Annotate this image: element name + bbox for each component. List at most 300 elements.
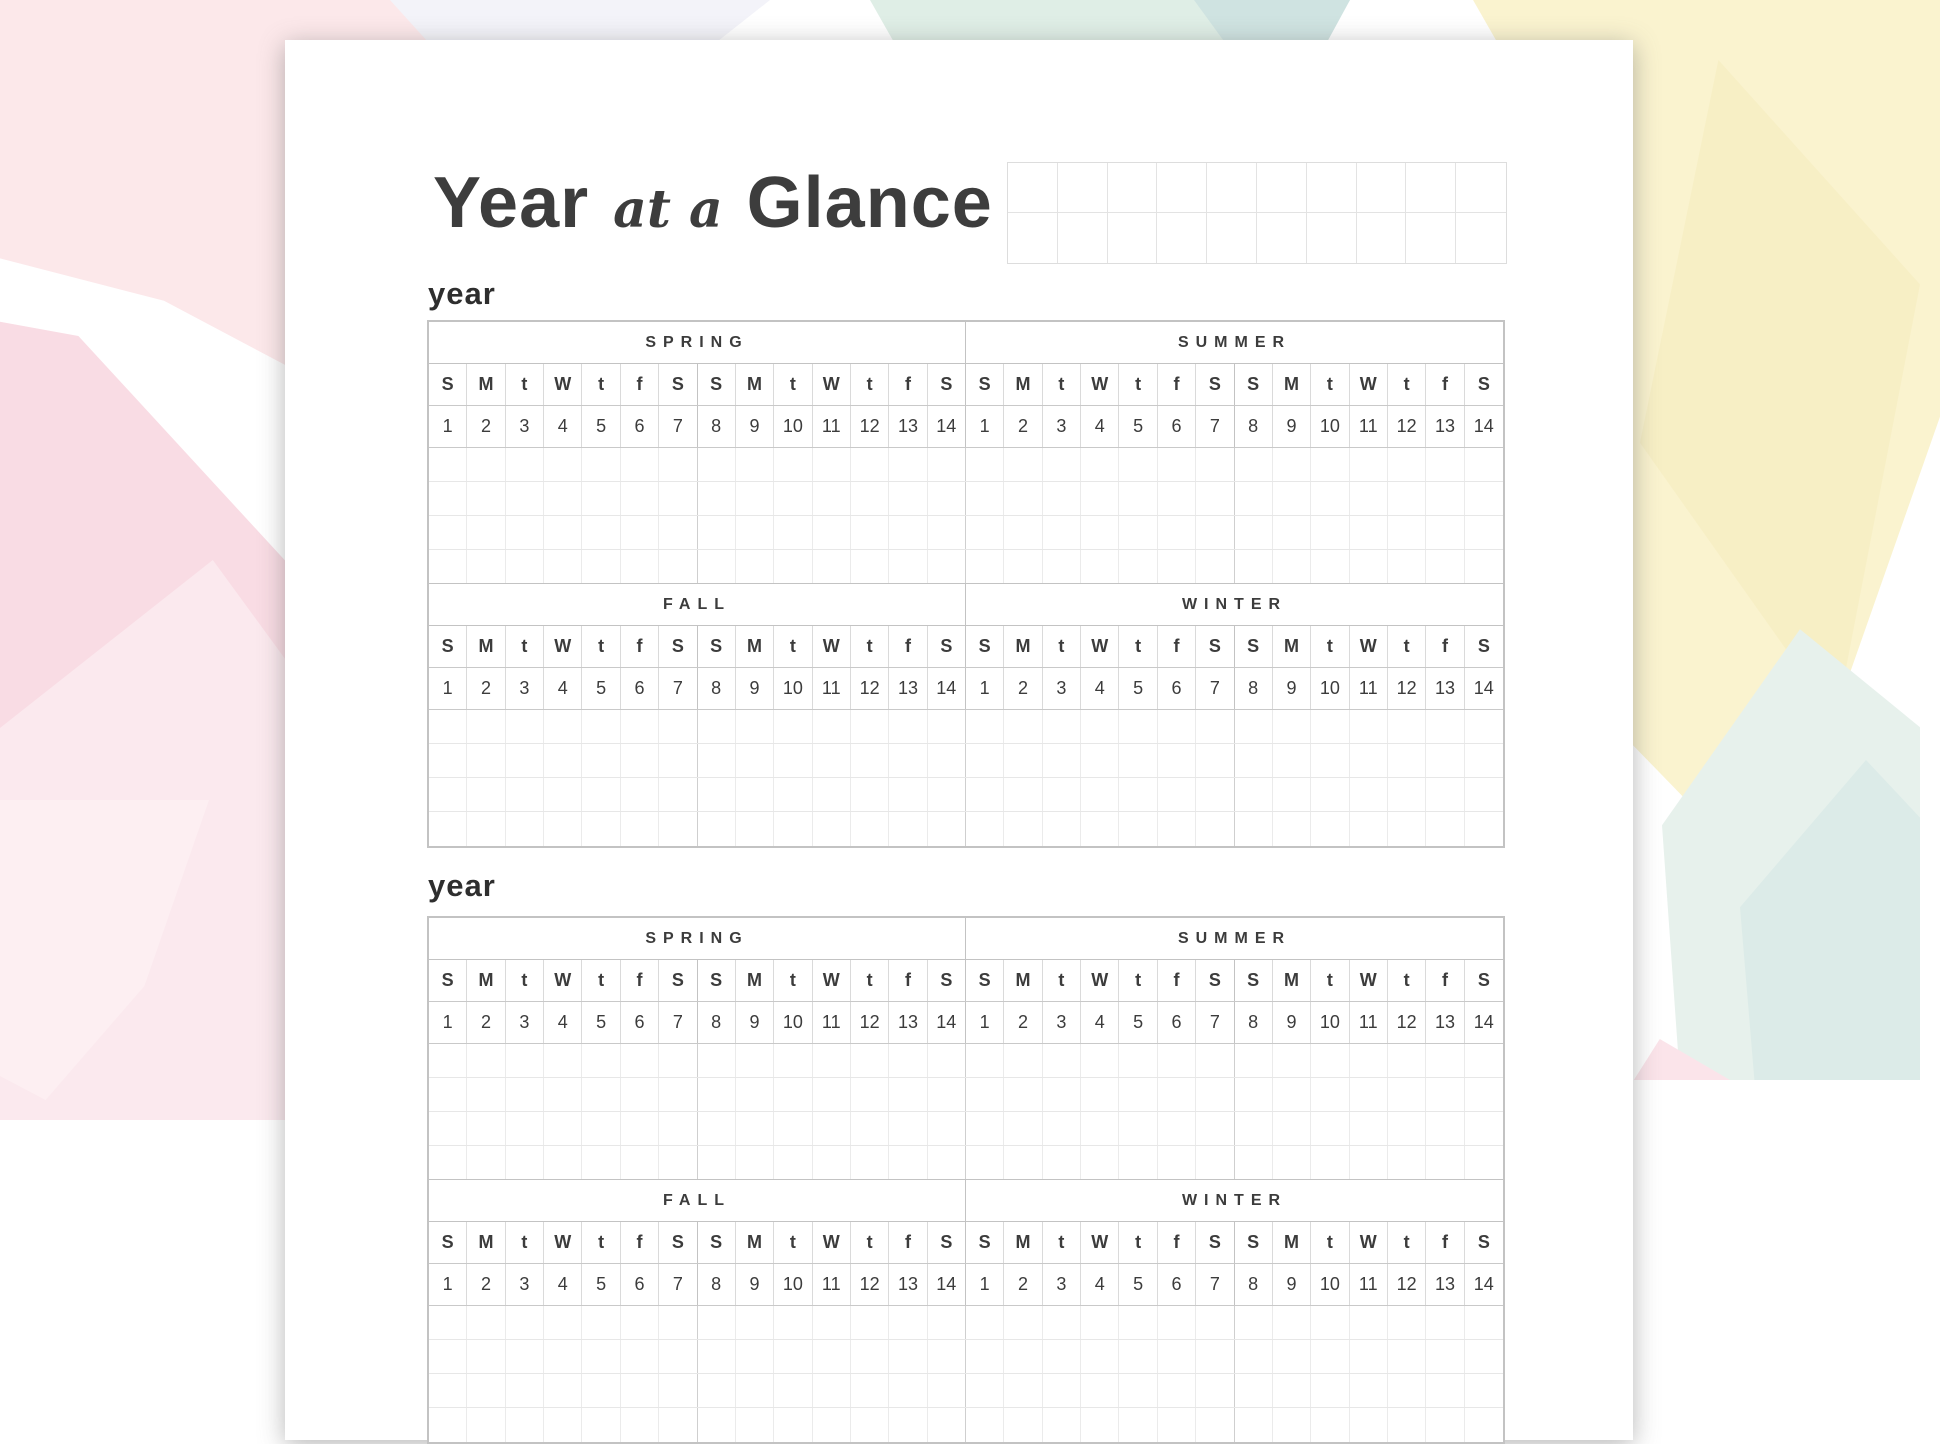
blank-square: [1157, 213, 1207, 263]
day-number-cell: 11: [813, 1264, 851, 1305]
empty-cell: [429, 1112, 467, 1145]
empty-cell: [1426, 1146, 1464, 1179]
empty-cell: [928, 812, 966, 846]
empty-cell: [889, 1112, 927, 1145]
day-letter-cell: t: [1388, 960, 1426, 1001]
empty-cell: [889, 710, 927, 743]
day-number-cell: 14: [928, 668, 966, 709]
empty-cell: [1043, 1408, 1081, 1442]
empty-cell: [1465, 744, 1503, 777]
empty-cell: [1388, 1078, 1426, 1111]
day-letter-cell: t: [851, 1222, 889, 1263]
day-letter-cell: W: [813, 364, 851, 405]
day-letter-cell: t: [774, 1222, 812, 1263]
empty-cell: [1158, 778, 1196, 811]
day-letter-cell: f: [889, 364, 927, 405]
day-number-cell: 11: [1350, 1002, 1388, 1043]
day-letter-cell: W: [1350, 364, 1388, 405]
empty-cell: [1273, 482, 1311, 515]
empty-tracking-row: [429, 1112, 1503, 1146]
season-header-summer: SUMMER: [1177, 333, 1292, 351]
day-letter-cell: W: [544, 626, 582, 667]
empty-cell: [1081, 1044, 1119, 1077]
empty-cell: [1081, 448, 1119, 481]
day-letter-cell: f: [889, 960, 927, 1001]
empty-cell: [659, 1408, 697, 1442]
day-letter-cell: S: [1196, 1222, 1234, 1263]
day-number-cell: 8: [698, 668, 736, 709]
day-letter-cell: t: [1311, 364, 1349, 405]
empty-cell: [621, 1374, 659, 1407]
empty-cell: [544, 1078, 582, 1111]
day-number-cell: 5: [1119, 1002, 1157, 1043]
day-number-cell: 4: [544, 668, 582, 709]
empty-cell: [467, 1044, 505, 1077]
empty-cell: [1465, 1078, 1503, 1111]
day-number-cell: 11: [813, 668, 851, 709]
empty-cell: [1196, 550, 1234, 583]
empty-cell: [813, 516, 851, 549]
empty-cell: [429, 1374, 467, 1407]
day-letter-cell: t: [851, 364, 889, 405]
day-letter-cell: t: [582, 960, 620, 1001]
day-letter-cell: f: [1426, 364, 1464, 405]
day-number-cell: 13: [1426, 668, 1464, 709]
day-number-cell: 4: [544, 1002, 582, 1043]
empty-cell: [1426, 1408, 1464, 1442]
blank-square: [1406, 213, 1456, 263]
empty-cell: [1311, 1078, 1349, 1111]
empty-cell: [467, 744, 505, 777]
empty-cell: [621, 812, 659, 846]
empty-cell: [621, 1146, 659, 1179]
day-number-cell: 3: [1043, 1264, 1081, 1305]
empty-cell: [1235, 1340, 1273, 1373]
day-number-cell: 13: [889, 1264, 927, 1305]
empty-cell: [582, 448, 620, 481]
empty-cell: [582, 1340, 620, 1373]
day-letter-cell: f: [1158, 364, 1196, 405]
day-number-cell: 10: [774, 1264, 812, 1305]
empty-cell: [813, 1306, 851, 1339]
empty-cell: [1311, 1112, 1349, 1145]
empty-cell: [851, 1340, 889, 1373]
day-letter-cell: f: [621, 960, 659, 1001]
empty-cell: [1465, 1146, 1503, 1179]
empty-tracking-row: [429, 482, 1503, 516]
empty-cell: [1273, 1078, 1311, 1111]
empty-cell: [582, 778, 620, 811]
empty-cell: [544, 1044, 582, 1077]
empty-cell: [966, 482, 1004, 515]
empty-cell: [736, 482, 774, 515]
day-letter-cell: f: [1426, 626, 1464, 667]
day-number-cell: 7: [659, 1002, 697, 1043]
day-letter-cell: S: [966, 364, 1004, 405]
empty-cell: [1004, 744, 1042, 777]
season-header-row: [429, 918, 1503, 960]
empty-cell: [1196, 482, 1234, 515]
day-letter-cell: t: [1119, 960, 1157, 1001]
day-letter-cell: W: [544, 1222, 582, 1263]
empty-cell: [1043, 1146, 1081, 1179]
day-number-cell: 8: [1235, 668, 1273, 709]
empty-cell: [1158, 1408, 1196, 1442]
empty-cell: [1158, 812, 1196, 846]
empty-cell: [1388, 1306, 1426, 1339]
blank-square: [1456, 213, 1506, 263]
empty-cell: [698, 1146, 736, 1179]
empty-cell: [1235, 710, 1273, 743]
empty-cell: [928, 1112, 966, 1145]
empty-cell: [544, 1408, 582, 1442]
year-label-2: year: [428, 868, 496, 903]
empty-cell: [1273, 516, 1311, 549]
empty-cell: [889, 1374, 927, 1407]
empty-cell: [1043, 550, 1081, 583]
empty-cell: [1426, 482, 1464, 515]
empty-cell: [1043, 482, 1081, 515]
day-letter-cell: W: [813, 626, 851, 667]
empty-cell: [1388, 482, 1426, 515]
empty-cell: [851, 550, 889, 583]
day-number-cell: 11: [1350, 406, 1388, 447]
day-number-cell: 9: [1273, 1264, 1311, 1305]
empty-cell: [506, 516, 544, 549]
day-number-cell: 6: [1158, 668, 1196, 709]
day-letter-cell: t: [1043, 960, 1081, 1001]
empty-cell: [1196, 1340, 1234, 1373]
title-word-year: Year: [433, 163, 590, 243]
day-number-cell: 7: [1196, 1264, 1234, 1305]
empty-cell: [1196, 1374, 1234, 1407]
empty-cell: [774, 1112, 812, 1145]
day-letter-cell: M: [736, 364, 774, 405]
empty-cell: [966, 448, 1004, 481]
empty-cell: [698, 1340, 736, 1373]
day-number-cell: 12: [1388, 668, 1426, 709]
empty-cell: [1388, 1340, 1426, 1373]
day-number-cell: 4: [1081, 1002, 1119, 1043]
empty-cell: [813, 778, 851, 811]
empty-cell: [621, 516, 659, 549]
day-number-cell: 3: [506, 668, 544, 709]
day-letter-cell: t: [774, 626, 812, 667]
empty-cell: [1350, 1078, 1388, 1111]
empty-cell: [1158, 1306, 1196, 1339]
empty-cell: [544, 1306, 582, 1339]
empty-cell: [1119, 1408, 1157, 1442]
empty-cell: [1311, 1146, 1349, 1179]
empty-cell: [1119, 812, 1157, 846]
empty-tracking-row: [429, 550, 1503, 584]
day-number-cell: 6: [1158, 406, 1196, 447]
day-number-cell: 2: [467, 406, 505, 447]
empty-cell: [851, 1112, 889, 1145]
empty-cell: [774, 448, 812, 481]
empty-cell: [851, 812, 889, 846]
empty-cell: [1350, 1146, 1388, 1179]
day-number-cell: 6: [621, 406, 659, 447]
empty-cell: [506, 448, 544, 481]
empty-cell: [621, 1306, 659, 1339]
day-number-cell: 6: [621, 1002, 659, 1043]
empty-tracking-row: [429, 448, 1503, 482]
day-letter-cell: f: [1158, 960, 1196, 1001]
empty-cell: [659, 448, 697, 481]
empty-cell: [1004, 448, 1042, 481]
empty-cell: [429, 1408, 467, 1442]
empty-cell: [889, 1408, 927, 1442]
day-number-cell: 9: [736, 1264, 774, 1305]
day-letter-cell: S: [429, 364, 467, 405]
empty-cell: [813, 812, 851, 846]
empty-cell: [736, 1408, 774, 1442]
day-letter-cell: W: [1350, 626, 1388, 667]
empty-cell: [1119, 710, 1157, 743]
day-letter-cell: M: [1004, 364, 1042, 405]
empty-cell: [1426, 778, 1464, 811]
day-number-cell: 1: [966, 668, 1004, 709]
calendar-table-1: [427, 320, 1505, 848]
empty-cell: [1235, 448, 1273, 481]
empty-cell: [467, 1374, 505, 1407]
empty-cell: [1081, 1146, 1119, 1179]
empty-cell: [698, 812, 736, 846]
empty-cell: [1235, 1374, 1273, 1407]
empty-cell: [506, 1044, 544, 1077]
empty-cell: [1311, 812, 1349, 846]
empty-cell: [1043, 1306, 1081, 1339]
empty-cell: [889, 550, 927, 583]
empty-cell: [1388, 550, 1426, 583]
day-letter-cell: t: [1043, 626, 1081, 667]
empty-cell: [467, 1340, 505, 1373]
empty-cell: [544, 1112, 582, 1145]
empty-cell: [1158, 516, 1196, 549]
day-number-cell: 10: [774, 1002, 812, 1043]
empty-cell: [1196, 812, 1234, 846]
empty-cell: [1465, 778, 1503, 811]
empty-tracking-row: [429, 710, 1503, 744]
day-number-cell: 5: [582, 668, 620, 709]
empty-cell: [1196, 1146, 1234, 1179]
empty-cell: [582, 1078, 620, 1111]
day-letter-cell: f: [889, 626, 927, 667]
empty-cell: [889, 1306, 927, 1339]
day-letter-cell: M: [1273, 364, 1311, 405]
day-number-cell: 1: [966, 1264, 1004, 1305]
empty-cell: [1043, 448, 1081, 481]
empty-cell: [813, 710, 851, 743]
day-number-cell: 11: [1350, 1264, 1388, 1305]
day-number-cell: 1: [966, 1002, 1004, 1043]
empty-cell: [698, 710, 736, 743]
empty-cell: [467, 1306, 505, 1339]
empty-cell: [1196, 778, 1234, 811]
season-header-row: [429, 322, 1503, 364]
empty-cell: [429, 1078, 467, 1111]
season-header-summer: SUMMER: [1177, 929, 1292, 947]
day-number-cell: 3: [506, 406, 544, 447]
season-header-fall: FALL: [429, 584, 966, 625]
empty-cell: [698, 1306, 736, 1339]
empty-cell: [851, 1044, 889, 1077]
empty-cell: [1158, 1112, 1196, 1145]
empty-cell: [1043, 516, 1081, 549]
day-letter-cell: S: [966, 626, 1004, 667]
day-number-cell: 12: [851, 1002, 889, 1043]
empty-cell: [736, 1044, 774, 1077]
empty-cell: [506, 1340, 544, 1373]
empty-cell: [1350, 1112, 1388, 1145]
day-letter-cell: t: [506, 1222, 544, 1263]
empty-cell: [1273, 1340, 1311, 1373]
day-number-cell: 13: [889, 668, 927, 709]
empty-cell: [1081, 812, 1119, 846]
empty-cell: [1004, 550, 1042, 583]
day-number-cell: 14: [1473, 1274, 1494, 1294]
empty-cell: [928, 448, 966, 481]
day-number-cell: 10: [1311, 1264, 1349, 1305]
empty-cell: [928, 1306, 966, 1339]
day-number-cell: 7: [659, 1264, 697, 1305]
day-letter-cell: S: [1235, 626, 1273, 667]
empty-cell: [467, 710, 505, 743]
empty-cell: [1350, 1044, 1388, 1077]
day-letter-cell: S: [928, 1222, 966, 1263]
empty-cell: [966, 744, 1004, 777]
empty-tracking-row: [429, 1306, 1503, 1340]
empty-cell: [1273, 710, 1311, 743]
blank-square: [1307, 213, 1357, 263]
day-letter-cell: M: [736, 1222, 774, 1263]
empty-cell: [698, 448, 736, 481]
empty-cell: [889, 448, 927, 481]
empty-cell: [736, 1146, 774, 1179]
empty-cell: [1350, 1408, 1388, 1442]
day-letter-cell: t: [1043, 364, 1081, 405]
day-number-cell: 13: [1426, 1002, 1464, 1043]
empty-cell: [582, 482, 620, 515]
day-letter-cell: W: [1081, 1222, 1119, 1263]
day-number-cell: 11: [813, 406, 851, 447]
day-letter-cell: M: [1004, 626, 1042, 667]
empty-cell: [1004, 1078, 1042, 1111]
empty-cell: [966, 516, 1004, 549]
empty-cell: [1043, 1044, 1081, 1077]
empty-cell: [1273, 778, 1311, 811]
empty-cell: [659, 1044, 697, 1077]
empty-cell: [429, 550, 467, 583]
empty-cell: [1350, 1374, 1388, 1407]
day-letter-cell: S: [1477, 636, 1490, 656]
empty-cell: [889, 744, 927, 777]
day-number-cell: 14: [928, 1002, 966, 1043]
empty-cell: [1081, 1306, 1119, 1339]
day-letter-cell: t: [582, 364, 620, 405]
empty-cell: [659, 1374, 697, 1407]
day-letter-cell: t: [1388, 364, 1426, 405]
empty-cell: [1119, 1340, 1157, 1373]
empty-cell: [1196, 744, 1234, 777]
empty-cell: [813, 1078, 851, 1111]
empty-cell: [621, 1044, 659, 1077]
season-header-row: [429, 584, 1503, 626]
empty-cell: [659, 516, 697, 549]
empty-cell: [467, 812, 505, 846]
empty-cell: [1081, 778, 1119, 811]
empty-cell: [1043, 710, 1081, 743]
day-letter-cell: f: [621, 364, 659, 405]
empty-cell: [582, 550, 620, 583]
day-letter-cell: M: [736, 626, 774, 667]
empty-cell: [1273, 1374, 1311, 1407]
empty-cell: [1465, 1044, 1503, 1077]
blank-square: [1207, 163, 1257, 213]
empty-cell: [1196, 1044, 1234, 1077]
empty-cell: [1388, 1044, 1426, 1077]
day-letter-cell: S: [659, 1222, 697, 1263]
empty-cell: [1426, 812, 1464, 846]
empty-cell: [1311, 516, 1349, 549]
empty-cell: [659, 1306, 697, 1339]
day-letter-cell: W: [544, 364, 582, 405]
empty-cell: [1196, 1112, 1234, 1145]
empty-cell: [1081, 1408, 1119, 1442]
day-number-cell: 7: [1196, 406, 1234, 447]
empty-cell: [1350, 812, 1388, 846]
page-title: [433, 162, 993, 244]
empty-cell: [1196, 1078, 1234, 1111]
empty-cell: [1388, 778, 1426, 811]
empty-cell: [1388, 516, 1426, 549]
day-number-cell: 9: [736, 406, 774, 447]
day-number-cell: 3: [1043, 406, 1081, 447]
day-number-cell: 6: [1158, 1002, 1196, 1043]
day-letter-cell: t: [506, 960, 544, 1001]
empty-cell: [467, 550, 505, 583]
empty-cell: [1158, 1340, 1196, 1373]
year-label-1: year: [428, 276, 496, 311]
empty-cell: [813, 1340, 851, 1373]
day-letter-cell: f: [621, 1222, 659, 1263]
day-number-cell: 9: [736, 1002, 774, 1043]
empty-cell: [1196, 516, 1234, 549]
season-header-row: [429, 1180, 1503, 1222]
empty-cell: [928, 516, 966, 549]
empty-cell: [1158, 1078, 1196, 1111]
empty-cell: [966, 1340, 1004, 1373]
day-letter-cell: W: [1350, 960, 1388, 1001]
day-number-cell: 5: [1119, 1264, 1157, 1305]
empty-cell: [813, 1112, 851, 1145]
empty-cell: [928, 1374, 966, 1407]
empty-cell: [813, 744, 851, 777]
empty-cell: [928, 1340, 966, 1373]
season-header-spring: SPRING: [429, 918, 966, 959]
day-letter-cell: t: [1311, 1222, 1349, 1263]
empty-cell: [1004, 1340, 1042, 1373]
empty-cell: [1311, 1408, 1349, 1442]
empty-cell: [1426, 516, 1464, 549]
day-number-cell: 8: [698, 406, 736, 447]
empty-cell: [621, 1078, 659, 1111]
blank-square: [1357, 163, 1407, 213]
empty-cell: [1081, 744, 1119, 777]
empty-cell: [621, 710, 659, 743]
empty-cell: [966, 812, 1004, 846]
